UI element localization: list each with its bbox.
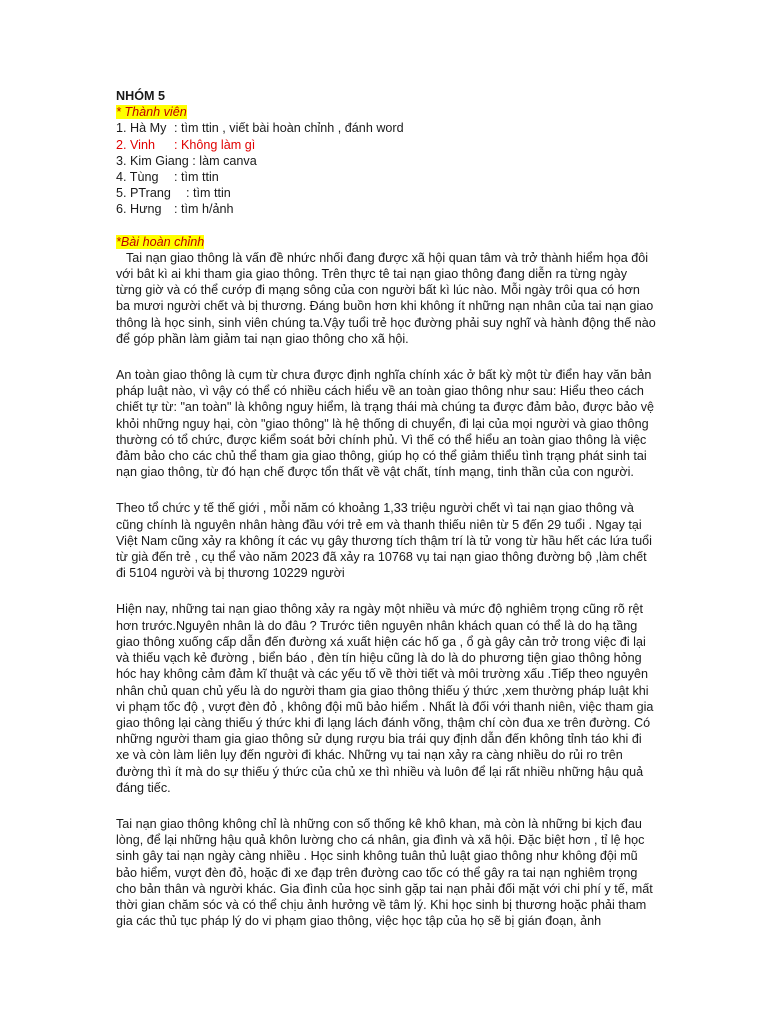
member-name: 5. PTrang [116, 186, 171, 201]
member-list [116, 120, 656, 217]
member-item [116, 153, 656, 169]
member-name: 1. Hà My [116, 121, 167, 136]
member-item [116, 120, 656, 136]
member-task: : làm canva [192, 153, 257, 168]
paragraph-consequences: Tai nạn giao thông không chỉ là những con số thống kê khô khan, mà còn là những bi kịch đau lòng, để lại những hậu quả khôn lường cho cá nhân, gia đình và xã hội. Đặc biệt hơn , tỉ lệ học sinh gây tai nạn ngày càng nhiều . Học sinh không tuân thủ luật giao thông như không đội mũ bảo hiểm, vượt đèn đỏ, hoặc đi xe đạp trên đường cao tốc có thể gây ra tai nạn nghiêm trọng cho bản thân và người khác. Gia đình của học sinh gặp tai nạn phải đối mặt với chi phí y tế, mất thời gian chăm sóc và có thể chịu ảnh hưởng về tâm lý. Khi học sinh bị thương hoặc phải tham gia các thủ tục pháp lý do vi phạm giao thông, việc học tập của họ sẽ bị gián đoạn, ảnh [116, 816, 653, 929]
member-item [116, 185, 656, 201]
member-item [116, 137, 656, 153]
member-task: : tìm h/ảnh [174, 202, 234, 217]
members-label-line [116, 104, 656, 120]
document-page [116, 88, 656, 929]
member-name: 3. Kim Giang [116, 153, 189, 168]
paragraph-intro: Tai nạn giao thông là vấn đề nhức nhối đang được xã hội quan tâm và trở thành hiểm họa đôi với bât kì ai khi tham gia giao thông. Trên thực tê tai nạn giao thông đang diễn ra từng ngày từng giờ và có thể cướp đi mạng sông của con người bất kì lúc nào. Mỗi ngày trôi qua có hơn ba mươi người chết và bị thương. Đáng buồn hơn khi không ít những nạn nhân của tai nạn giao thông là học sinh, sinh viên chúng ta.Vậy tuổi trẻ học đường phải suy nghĩ và hành động thế nào để góp phần làm giảm tai nạn giao thông cho xã hội. [116, 250, 656, 346]
group-heading: NHÓM 5 [116, 89, 165, 103]
member-name: 4. Tùng [116, 170, 159, 185]
paragraph-definition: An toàn giao thông là cụm từ chưa được định nghĩa chính xác ở bất kỳ một từ điển hay văn bản pháp luật nào, vì vậy có thể có nhiều cách hiểu về an toàn giao thông như sau: Hiểu theo cách chiết tự từ: "an toàn" là không nguy hiểm, là trạng thái mà chúng ta được đảm bảo, được bảo vệ khỏi những nguy hại, còn "giao thông" là hệ thống di chuyển, đi lại của mọi người và giao thông thường có tổ chức, được kiểm soát bởi chính phủ. Vì thế có thể hiểu an toàn giao thông là việc đảm bảo cho các chủ thể tham gia giao thông, giúp họ có thể giảm thiểu tình trạng phát sinh tai nạn giao thông, từ đó hạn chế được tổn thất về vật chất, tính mạng, tinh thần của con người. [116, 368, 655, 480]
members-label: * Thành viên [116, 105, 187, 120]
paragraph-causes: Hiện nay, những tai nạn giao thông xảy ra ngày một nhiều và mức độ nghiêm trọng cũng rõ rệt hơn trước.Nguyên nhân là do đâu ? Trước tiên nguyên nhân khách quan có thể là do hạ tầng giao thông xuống cấp dẫn đến đường xá xuất hiện các hố ga , ổ gà gây cản trở trong việc đi lại và thiếu vạch kẻ đường , biển báo , đèn tín hiệu cũng là do là do phương tiện giao thông hỏng hóc hay không cảm đảm kĩ thuật và các yếu tố về thời tiết và môi trường xấu .Tiếp theo nguyên nhân chủ quan chủ yếu là do người tham gia giao thông thiếu ý thức ,xem thường pháp luật khi vi phạm tốc độ , vượt đèn đỏ , không đội mũ bảo hiểm . Nhất là đối với thanh niên, việc tham gia giao thông lại càng thiếu ý thức khi đi lạng lách đánh võng, thậm chí còn đua xe trên đường. Có những người tham gia giao thông sử dụng rượu bia trái quy định dẫn đến không tỉnh táo khi đi xe và còn làm liên lụy đến người đi khác. Những vụ tai nạn xảy ra càng nhiều do rủi ro trên đường thì ít mà do sự thiếu ý thức của chủ xe thì nhiều và luôn để lại rất nhiều những hậu quả đáng tiếc. [116, 602, 654, 795]
member-item [116, 169, 656, 185]
member-name: 2. Vinh [116, 137, 155, 152]
member-task: : tìm ttin , viết bài hoàn chỉnh , đánh word [174, 121, 404, 136]
member-item [116, 201, 656, 217]
paragraph-statistics: Theo tổ chức y tế thế giới , mỗi năm có khoảng 1,33 triệu người chết vì tai nạn giao thông và cũng chính là nguyên nhân hàng đầu với trẻ em và thanh thiếu niên từ 5 đến 29 tuổi . Ngay tại Việt Nam cũng xảy ra không ít các vụ gây thương tích thậm trí là tử vong từ hầu hết các lứa tuổi từ già đến trẻ , cụ thể vào năm 2023 đã xảy ra 10768 vụ tai nạn giao thông đường bộ ,làm chết đi 5104 người và bị thương 10229 người [116, 501, 652, 581]
member-task: : Không làm gì [174, 137, 256, 152]
essay-label: *Bài hoàn chỉnh [116, 234, 205, 249]
member-name: 6. Hưng [116, 202, 162, 217]
member-task: : tìm ttin [186, 186, 231, 201]
member-task: : tìm ttin [174, 170, 219, 185]
essay-label-line [116, 234, 656, 250]
